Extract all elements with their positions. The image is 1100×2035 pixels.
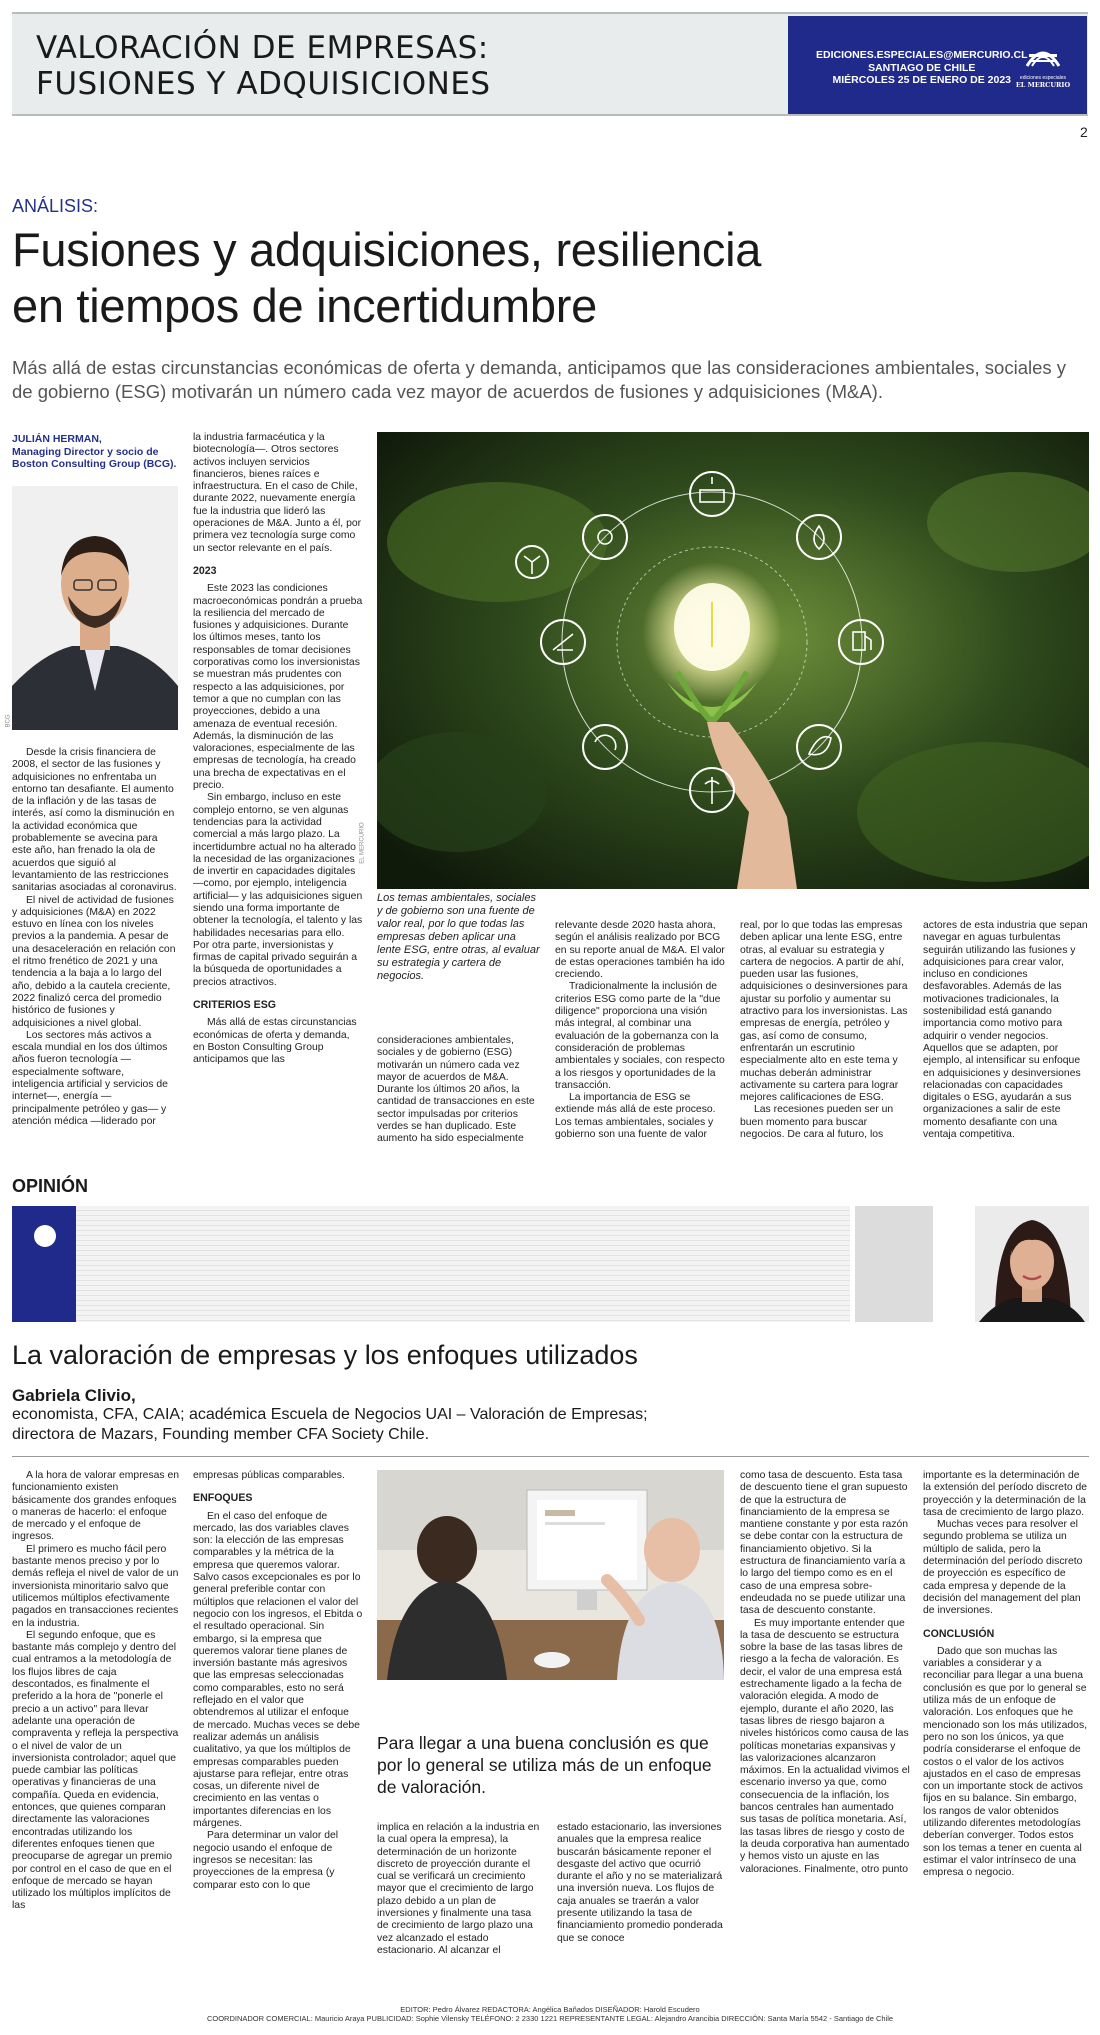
- article1-column-2: [193, 432, 363, 1147]
- author-name: JULIÁN HERMAN,: [12, 433, 102, 445]
- article-title-line1: Fusiones y adquisiciones, resiliencia: [12, 223, 762, 276]
- opinion-col2-p1: empresas públicas comparables.: [193, 1470, 345, 1481]
- article1-col2-p1: la industria farmacéutica y la biotecnología—. Otros sectores activos incluyen servicios financieros, bienes raíces e infraestructura. En el caso de Chile, durante 2022, nuevamente energía fue la industria que lideró las operaciones de M&A. Junto a él, por primera vez tecnología surge como un sector relevante en el país.: [193, 432, 362, 554]
- article1-column-5: [740, 920, 910, 1148]
- opinion-col6-p1: importante es la determinación de la extensión del período discreto de proyección y la determinación de la tasa de crecimiento de largo plazo.: [923, 1470, 1088, 1518]
- article-title-line2: en tiempos de incertidumbre: [12, 279, 597, 332]
- header-city: SANTIAGO DE CHILE: [868, 61, 976, 74]
- office-image: [377, 1470, 724, 1680]
- article1-col4-p2: Tradicionalmente la inclusión de criterios ESG como parte de la "due diligence" proporciona una visión más integral, al combinar una evaluación de la gobernanza con la consideración de problemas ambientales y sociales, con respecto a los riesgos y oportunidades de la transacción.: [555, 981, 725, 1091]
- esg-illustration: [377, 432, 1089, 889]
- subhead-criterios-esg: CRITERIOS ESG: [193, 999, 276, 1012]
- logo-small-text: ediciones especiales: [1019, 75, 1067, 81]
- subhead-enfoques: ENFOQUES: [193, 1492, 253, 1505]
- article1-col1-p2: El nivel de actividad de fusiones y adquisiciones (M&A) en 2022 estuvo en línea con los niveles previos a la pandemia. A pesar de una desaceleración en relación con el ritmo frenético de 2021 y una tendencia a la baja a lo largo del año, debido a la cautela creciente, 2022 finalizó cerca del promedio histórico de fusiones y adquisiciones a nivel global.: [12, 894, 176, 1029]
- article1-col2-p4: Más allá de estas circunstancias económicas de oferta y demanda, en Boston Consulting Group anticipamos que las: [193, 1017, 357, 1066]
- opinion-label: OPINIÓN: [12, 1176, 89, 1196]
- page-number: 2: [1080, 124, 1088, 140]
- article1-column-4: [555, 920, 725, 1148]
- article1-col4-p3: La importancia de ESG se extiende más allá de este proceso. Los temas ambientales, sociales y gobierno son una fuente de valor: [555, 1092, 716, 1141]
- article-lead: Más allá de estas circunstancias económicas de oferta y demanda, anticipamos que las consideraciones ambientales, sociales y de gobierno (ESG) motivarán un número cada vez mayor de acuerdos de fusiones y adquisiciones (M&A).: [12, 357, 1067, 402]
- footer-line2: COORDINADOR COMERCIAL: Mauricio Araya PUBLICIDAD: Sophie Vilensky TELÉFONO: 2 2330 1221 REPRESENTANTE LEGAL: Alejandro Arancibia DIRECCIÓN: Santa María 5542 - Santiago de Chile: [206, 2014, 894, 2023]
- article1-column-6: [923, 920, 1090, 1155]
- opinion-author-photo: [975, 1206, 1089, 1322]
- opinion-col1-p2: El primero es mucho fácil pero bastante menos preciso y por lo demás refleja el nivel de valor de un inversionista minoritario salvo que utilicemos múltiplos efectivamente pagados en transacciones recientes en la industria.: [12, 1543, 179, 1629]
- opinion-col6-p2: Muchas veces para resolver el segundo problema se utiliza un múltiplo de salida, pero la determinación del período discreto de proyección es específico de cada empresa y depende de la decisión del management del plan de inversiones.: [923, 1519, 1083, 1617]
- opinion-rule: [12, 1456, 1089, 1457]
- article1-col4-p1: relevante desde 2020 hasta ahora, según el análisis realizado por BCG en su reporte anual de M&A. El valor de estas operaciones también ha ido creciendo.: [555, 920, 725, 981]
- article1-col1-p3: Los sectores más activos a escala mundial en los dos últimos años fueron tecnología —especialmente software, inteligencia artificial y servicios de internet—, energía —principalmente petróleo y gas— y atención médica —liderado por: [12, 1029, 168, 1127]
- article-kicker: ANÁLISIS:: [12, 196, 99, 216]
- subhead-conclusion: CONCLUSIÓN: [923, 1627, 995, 1640]
- image-credit: EL MERCURIO: [359, 822, 366, 864]
- article1-column-1: [12, 747, 178, 1147]
- opinion-col2-p2: En el caso del enfoque de mercado, las dos variables claves son: la elección de las empresas comparables y la métrica de la empresa que queremos valorar. Salvo casos excepcionales es por lo general preferible contar con múltiplos que relacionen el valor del negocio con los ingresos, el Ebitda o el resultado operacional. Sin embargo, si la empresa que queremos valorar tiene planes de inversión bastante más agresivos que las empresas seleccionadas como comparables, esto no será reflejado en el valor que obtendremos al utilizar el enfoque de mercado. Muchas veces se debe realizar además un análisis cualitativo, ya que los múltiplos de empresas comparables pueden ajustarse para reflejar, entre otras cosas, un diferente nivel de crecimiento en las ventas o importantes diferencias en los márgenes.: [193, 1510, 363, 1830]
- opinion-bar: [12, 1206, 1089, 1322]
- opinion-col2-p3: Para determinar un valor del negocio usando el enfoque de ingresos se necesitan: las proyecciones de la empresa (y comparar esto con lo que: [193, 1830, 339, 1891]
- opinion-bio-line2: directora de Mazars, Founding member CFA Society Chile.: [12, 1426, 430, 1443]
- author-photo: [12, 486, 178, 730]
- office-meeting-photo: [377, 1470, 724, 1680]
- article1-col6-p1: actores de esta industria que sepan navegar en aguas turbulentas seguirán utilizando las fusiones y adquisiciones para crear valor, incluso en condiciones desfavorables. Además de las motivaciones tradicionales, la sostenibilidad está ganando importancia como motivo para adquirir o vender negocios. Aquellos que se adapten, por ejemplo, al intensificar su enfoque en adquisiciones y desinversiones relacionadas con capacidades digitales o ESG, ayudarán a sus organizaciones a salir de este momento desafiante con una ventaja competitiva.: [923, 920, 1088, 1141]
- header-info-box: [788, 16, 1087, 114]
- opinion-col6-p3: Dado que son muchas las variables a considerar y a reconciliar para llegar a una buena conclusión es que por lo general se utiliza más de un enfoque de valoración. Los enfoques que he mencionado son los más utilizados, pero no son los únicos, ya que podría considerarse el enfoque de costos o el valor de los activos ajustados en el caso de empresas con un importante stock de activos fijos en su balance. Sin embargo, los rangos de valor obtenidos utilizando diferentes metodologías deberían converger. Todos estos son los temas a tener en cuenta al estimar el valor intrínseco de una empresa o negocio.: [923, 1645, 1088, 1879]
- opinion-author-name: Gabriela Clivio,: [12, 1386, 136, 1405]
- author-portrait: [12, 486, 178, 730]
- opinion-col4-p1: estado estacionario, las inversiones anuales que la empresa realice buscarán básicamente reponer el desgaste del activo que ocurrió durante el año y no se materializará una inversión nueva. Los flujos de caja anuales se traerán a valor presente utilizando la tasa de financiamiento promedio ponderada que se conoce: [557, 1822, 723, 1944]
- opinion-column-6: [923, 1470, 1090, 1982]
- article1-col5-p1: real, por lo que todas las empresas deben aplicar una lente ESG, entre otras, al evaluar su estrategia y cartera de negocios. A partir de ahí, pueden usar las fusiones, adquisiciones o desinversiones para ajustar su porfolio y aumentar su atractivo para los inversionistas. Las empresas de energía, petróleo y gas, así como de consumo, enfrentarán un escrutinio especialmente alto en este tema y muchas deberán administrar activamente su cartera para lograr mejores calificaciones de ESG.: [740, 920, 908, 1104]
- opinion-grey-block: [855, 1206, 933, 1322]
- opinion-col5-p2: Es muy importante entender que la tasa de descuento se estructura sobre la base de las tasas libres de riesgo a la fecha de valoración. Es decir, el valor de una empresa está estrechamente ligado a la fecha de valoración elegida. A modo de ejemplo, durante el año 2020, las tasas libres de riesgo bajaron a niveles históricos como causa de las políticas monetarias expansivas y las valorizaciones alcanzaron máximos. En la actualidad vivimos el escenario inverso ya que, como consecuencia de la inflación, los bancos centrales han aumentado sus tasas de política monetaria. Así, las tasas libres de riesgo y costo de la deuda corporativa han aumentado y hemos visto un ajuste en las valoraciones. Finalmente, otro punto: [740, 1617, 910, 1875]
- image-caption: Los temas ambientales, sociales y de gobierno son una fuente de valor real, por lo que todas las empresas deben aplicar una lente ESG, entre otras, al evaluar su estrategia y cartera de negocios.: [377, 892, 540, 982]
- opinion-pullquote: Para llegar a una buena conclusión es que por lo general se utiliza más de un enfoque de valoración.: [377, 1733, 712, 1797]
- article1-column-3: [377, 1035, 542, 1147]
- opinion-column-5: [740, 1470, 910, 1982]
- opinion-col1-p1: A la hora de valorar empresas en funcionamiento existen básicamente dos grandes enfoques o maneras de hacerlo: el enfoque de mercado y el enfoque de ingresos.: [12, 1470, 180, 1543]
- article1-col3-p1: consideraciones ambientales, sociales y de gobierno (ESG) motivarán un número cada vez mayor de acuerdos de M&A. Durante los últimos 20 años, la cantidad de transacciones en este sector impulsadas por criterios verdes se han duplicado. Este aumento ha sido especialmente: [377, 1035, 535, 1145]
- author-photo-credit: BCG: [5, 714, 12, 728]
- section-title: [36, 30, 491, 102]
- logo-name: EL MERCURIO: [1015, 81, 1071, 89]
- header-email[interactable]: EDICIONES.ESPECIALES@MERCURIO.CL: [816, 49, 1028, 61]
- opinion-col5-p1: como tasa de descuento. Esta tasa de descuento tiene el gran supuesto de que la estructura de financiamiento de la empresa se mantiene constante y por esta razón se debe contar con la estructura de financiamiento objetivo. Si la estructura de financiamiento varía a lo largo del tiempo como es en el caso de una empresa sobre-endeudada no se puede utilizar una tasa de descuento constante.: [740, 1470, 909, 1617]
- opinion-col3-p1: implica en relación a la industria en la cual opera la empresa), la determinación de un horizonte discreto de proyección durante el cual se verificará un crecimiento mayor que el crecimiento de largo plazo debido a un plan de inversiones y finalmente una tasa de crecimiento de largo plazo una vez alcanzado el estado estacionario. Al alcanzar el: [377, 1822, 540, 1956]
- section-title-line2: FUSIONES Y ADQUISICIONES: [36, 66, 491, 102]
- mercurio-logo-icon: [1023, 40, 1063, 70]
- opinion-title: La valoración de empresas y los enfoques utilizados: [12, 1340, 638, 1370]
- header-info-text: [816, 49, 1028, 87]
- opinion-column-3: [377, 1822, 542, 1982]
- bullet-dot-icon: [33, 1224, 57, 1248]
- article-title: [12, 222, 761, 334]
- opinion-col1-p3: El segundo enfoque, que es bastante más complejo y dentro del cual entramos a la metodología de los flujos libres de caja descontados, es finalmente el preferido a la hora de "ponerle el precio a un activo" para llevar adelante una operación de compraventa y refleja la perspectiva o el nivel de valor de un inversionista controlador; aquel que puede cambiar las políticas operativas y financieras de una compañía. Queda en evidencia, entonces, que quienes comparan directamente las valoraciones encontradas utilizando los diferentes enfoques tienen que preocuparse de agregar un premio por control en el caso de que en el enfoque de mercado se hayan utilizado los múltiplos implícitos de las: [12, 1629, 179, 1912]
- esg-image: [377, 432, 1089, 889]
- article1-col2-p3: Sin embargo, incluso en este complejo entorno, se ven algunas tendencias para la actividad comercial a más largo plazo. La incertidumbre actual no ha alterado la necesidad de las organizaciones de invertir en capacidades digitales —como, por ejemplo, inteligencia artificial— y las adquisiciones siguen siendo una forma importante de obtener la tecnología, el talento y las habilidades necesarias para ello. Por otra parte, inversionistas y firmas de capital privado seguirán a la búsqueda de oportunidades a precios atractivos.: [193, 792, 363, 988]
- opinion-column-4: [557, 1822, 725, 1982]
- opinion-column-1: [12, 1470, 180, 1980]
- opinion-navy-block: [12, 1206, 76, 1322]
- opinion-author-bio: [12, 1405, 648, 1445]
- author-role: Managing Director y socio de Boston Consulting Group (BCG).: [12, 445, 177, 470]
- article1-col1-p1: Desde la crisis financiera de 2008, el sector de las fusiones y adquisiciones no enfrentaba un entorno tan desafiante. El aumento de la inflación y de las tasas de interés, así como la disminución en la actividad económica que probablemente se avecina para este año, han frenado la ola de acuerdos que siguió al levantamiento de las restricciones sanitarias asociadas al coronavirus.: [12, 747, 177, 894]
- opinion-author-portrait: [975, 1206, 1089, 1322]
- subhead-2023: 2023: [193, 564, 217, 577]
- opinion-bio-line1: economista, CFA, CAIA; académica Escuela de Negocios UAI – Valoración de Empresas;: [12, 1406, 648, 1423]
- footer: [0, 2005, 1100, 2023]
- article1-col5-p2: Las recesiones pueden ser un buen momento para buscar negocios. De cara al futuro, los: [740, 1104, 894, 1141]
- section-title-line1: VALORACIÓN DE EMPRESAS:: [36, 30, 489, 66]
- article1-col2-p2: Este 2023 las condiciones macroeconómicas pondrán a prueba la resiliencia del mercado de fusiones y adquisiciones. Durante los últimos meses, tanto los responsables de tomar decisiones corporativas como los inversionistas se muestran más prudentes con respecto a las adquisiciones, por temor a que no cumplan con las proyecciones, debido a una amenaza de eventual recesión. Además, la disminución de las valoraciones, especialmente de las empresas de tecnología, ha creado una brecha de expectativas en el precio.: [193, 583, 363, 792]
- opinion-stripes: [76, 1206, 850, 1322]
- opinion-column-2: [193, 1470, 363, 1980]
- header-date: MIÉRCOLES 25 DE ENERO DE 2023: [832, 74, 1012, 86]
- author-byline: [12, 433, 182, 471]
- mercurio-logo: [1008, 40, 1078, 89]
- footer-line1: EDITOR: Pedro Álvarez REDACTORA: Angélica Bañados DISEÑADOR: Harold Escudero: [400, 2005, 700, 2014]
